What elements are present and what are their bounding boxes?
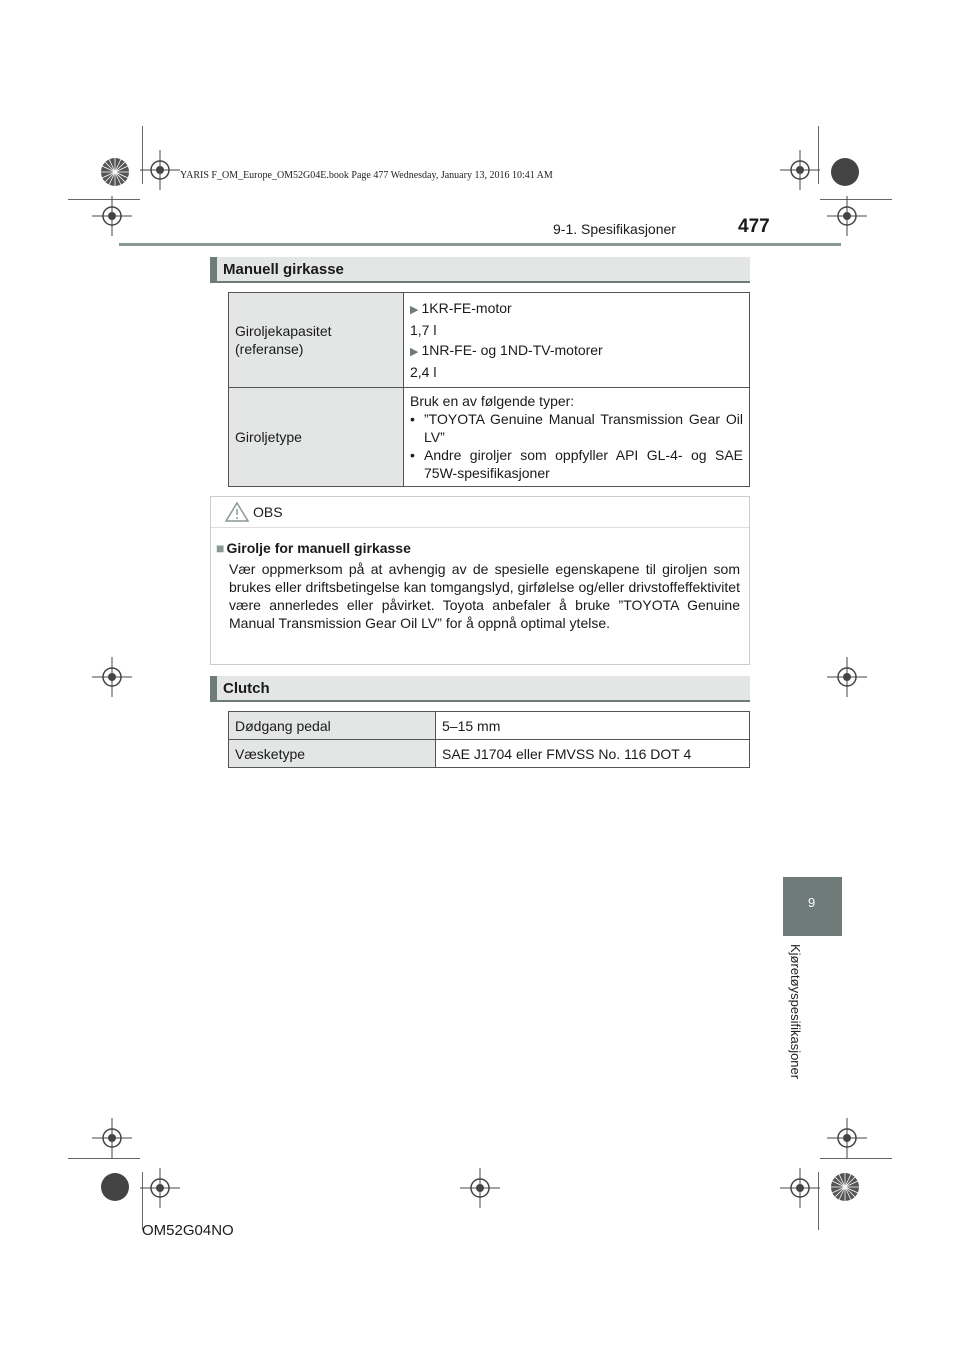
section-heading: 9-1. Spesifikasjoner [553,221,676,237]
header-rule [119,243,841,246]
capacity-value: 2,4 l [410,364,437,380]
document-code: OM52G04NO [142,1222,234,1239]
fluid-type-label: Væsketype [229,740,436,768]
crosshair-icon [92,1118,132,1158]
crosshair-icon [827,196,867,236]
registration-dot-icon [100,1172,130,1202]
book-info-line: YARIS F_OM_Europe_OM52G04E.book Page 477 Wednesday, January 13, 2016 10:41 AM [180,170,553,181]
registration-wheel-icon [830,1172,860,1202]
section-title: Clutch [223,680,270,697]
engine-name: 1NR-FE- og 1ND-TV-motorer [421,342,603,358]
oil-capacity-label: Giroljekapasitet (referanse) [235,323,332,357]
square-bullet-icon: ■ [216,540,225,556]
table-label-cell [229,293,404,388]
triangle-right-icon: ▶ [410,346,419,358]
crop-line [820,1158,892,1159]
oil-type-label: Giroljetype [235,429,302,445]
pedal-play-value: 5–15 mm [436,712,750,740]
crosshair-icon [827,657,867,697]
crosshair-icon [92,657,132,697]
crosshair-icon [140,150,180,190]
crosshair-icon [780,150,820,190]
crosshair-icon [827,1118,867,1158]
engine-name: 1KR-FE-motor [421,300,512,316]
section-bar-clutch [210,676,750,702]
notice-box [210,496,750,665]
clutch-table [228,711,750,768]
page-number: 477 [738,216,770,237]
chapter-tab [783,877,842,936]
table-row [229,388,750,487]
notice-title: OBS [253,504,283,520]
capacity-value: 1,7 l [410,322,437,338]
list-item: • ”TOYOTA Genuine Manual Transmission Gear Oil LV” [410,411,743,445]
pedal-play-label: Dødgang pedal [229,712,436,740]
oil-type-intro: Bruk en av følgende typer: [410,393,575,409]
manual-gearbox-table [228,292,750,487]
crosshair-icon [92,196,132,236]
fluid-type-value: SAE J1704 eller FMVSS No. 116 DOT 4 [436,740,750,768]
chapter-label: Kjøretøyspesifikasjoner [788,944,803,1080]
chapter-number: 9 [808,895,816,910]
section-title: Manuell girkasse [223,261,344,278]
table-row [229,293,750,388]
table-value-cell [404,293,750,388]
triangle-right-icon: ▶ [410,304,419,316]
notice-subtitle: Girolje for manuell girkasse [226,540,411,556]
table-label-cell [229,388,404,487]
table-row [229,740,750,768]
notice-text: Vær oppmerksom på at avhengig av de spesielle egenskapene til giroljen som brukes eller driftsbetingelse kan tomgangslyd, girfølelse og/eller drivstoffeffektivitet være annerledes eller påvirket. Toyota anbefaler å bruke ”TOYOTA Genuine Manual Transmission Gear Oil LV” for å oppnå optimal ytelse. [229,561,740,631]
table-row [229,712,750,740]
list-item: • Andre giroljer som oppfyller API GL-4- og SAE 75W-spesifikasjoner [410,447,743,481]
registration-dot-icon [830,157,860,187]
notice-header [211,497,749,528]
crosshair-icon [140,1168,180,1208]
warning-icon [225,502,249,522]
registration-wheel-icon [100,157,130,187]
table-value-cell [404,388,750,487]
crosshair-icon [460,1168,500,1208]
crop-line [68,1158,140,1159]
crosshair-icon [780,1168,820,1208]
section-bar-manual-gearbox [210,257,750,283]
notice-subtitle-row [216,540,411,556]
